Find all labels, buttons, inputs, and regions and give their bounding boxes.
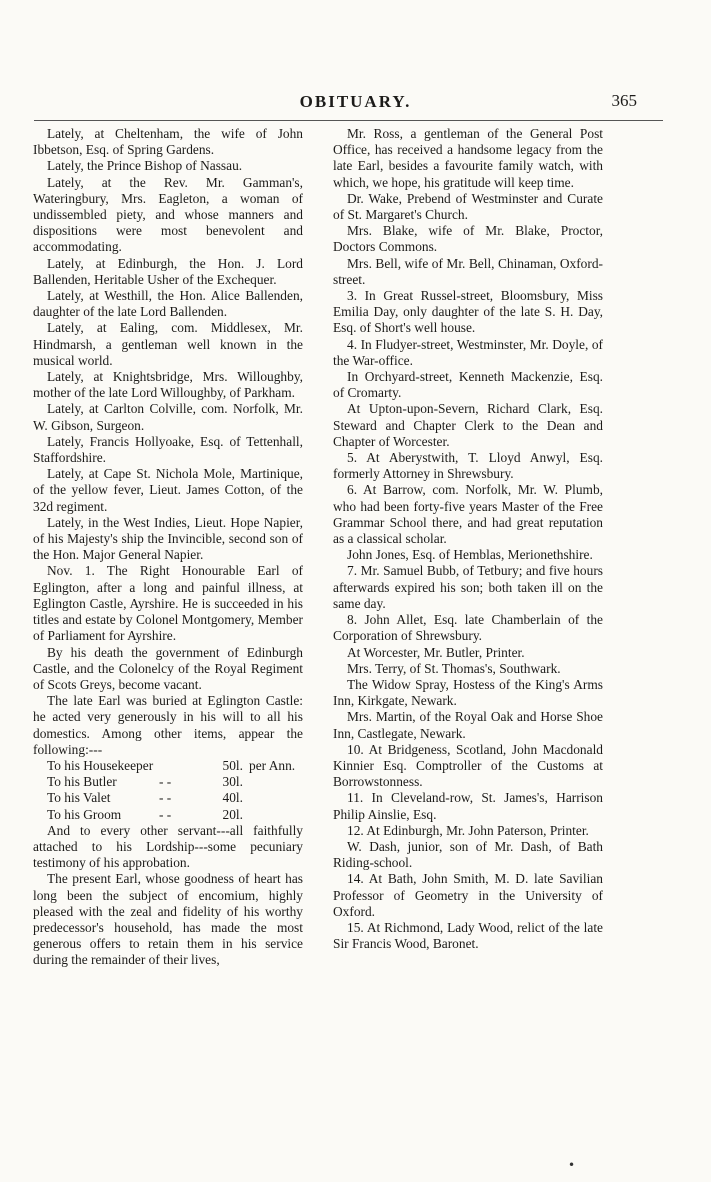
obituary-entry: In Orchyard-street, Kenneth Mackenzie, Esq. of Cromarty. [333, 369, 603, 401]
obituary-entry: Lately, at Carlton Colville, com. Norfolk, Mr. W. Gibson, Surgeon. [33, 401, 303, 433]
bequest-recipient: To his Valet [47, 790, 111, 806]
obituary-entry: 6. At Barrow, com. Norfolk, Mr. W. Plumb, who had been forty-five years Master of the Free Grammar School there, and had great reputation as a classical scholar. [333, 482, 603, 547]
obituary-entry: Lately, the Prince Bishop of Nassau. [47, 158, 243, 174]
obituary-entry: The present Earl, whose goodness of heart has long been the subject of encomium, highly pleased with the zeal and fidelity of his worthy predecessor's household, has made the most generous offers to retain them in his service during the remainder of their lives, [33, 871, 303, 968]
bequest-row [47, 790, 303, 806]
header-rule [34, 120, 663, 121]
page-title: OBITUARY. [299, 92, 412, 111]
bequest-list [33, 758, 303, 823]
bequest-amount: 30l. [222, 774, 243, 790]
obituary-entry: Lately, at Westhill, the Hon. Alice Ballenden, daughter of the late Lord Ballenden. [33, 288, 303, 320]
obituary-entry: 10. At Bridgeness, Scotland, John Macdonald Kinnier Esq. Comptroller of the Customs at Borrowstonness. [333, 741, 603, 790]
obituary-entry: Mrs. Blake, wife of Mr. Blake, Proctor, Doctors Commons. [333, 223, 603, 255]
obituary-entry: 11. In Cleveland-row, St. James's, Harrison Philip Ainslie, Esq. [333, 790, 603, 822]
left-column [33, 126, 303, 969]
obituary-entry: Lately, Francis Hollyoake, Esq. of Tettenhall, Staffordshire. [33, 433, 303, 466]
obituary-entry: At Upton-upon-Severn, Richard Clark, Esq. Steward and Chapter Clerk to the Dean and Chapter of Worcester. [333, 401, 603, 449]
bequest-period [243, 790, 249, 806]
bequest-dash: - - [159, 790, 172, 806]
obituary-entry: 15. At Richmond, Lady Wood, relict of the late Sir Francis Wood, Baronet. [333, 919, 603, 952]
bequest-period [243, 774, 249, 790]
bequest-amount: 20l. [222, 806, 243, 822]
obituary-entry: Nov. 1. The Right Honourable Earl of Eglington, after a long and painful illness, at Eglington Castle, Ayrshire. He is succeeded in his titles and estate by Colonel Montgomery, Member of Parliament for Ayrshire. [33, 563, 303, 644]
obituary-entry: Lately, in the West Indies, Lieut. Hope Napier, of his Majesty's ship the Invincible, second son of the Hon. Major General Napier. [33, 514, 303, 563]
bequest-recipient: To his Housekeeper [47, 757, 154, 773]
obituary-entry: Mrs. Martin, of the Royal Oak and Horse Shoe Inn, Castlegate, Newark. [333, 709, 603, 741]
obituary-entry: Lately, at Knightsbridge, Mrs. Willoughby, mother of the late Lord Willoughby, of Parkham. [33, 369, 303, 401]
obituary-entry: Lately, at Cheltenham, the wife of John Ibbetson, Esq. of Spring Gardens. [33, 126, 303, 158]
bequest-recipient: To his Butler [47, 774, 117, 790]
obituary-entry: John Jones, Esq. of Hemblas, Merionethshire. [347, 547, 593, 563]
bequest-period [243, 807, 249, 823]
obituary-entry: 5. At Aberystwith, T. Lloyd Anwyl, Esq. formerly Attorney in Shrewsbury. [333, 450, 603, 482]
page-number: 365 [611, 91, 637, 110]
footer-ornament: • [568, 1158, 576, 1172]
bequest-dash [159, 758, 203, 774]
bequest-recipient: To his Groom [47, 806, 122, 822]
bequest-dash: - - [159, 774, 172, 790]
obituary-entry: 14. At Bath, John Smith, M. D. late Savilian Professor of Geometry in the University of Oxford. [333, 871, 603, 919]
obituary-entry: 4. In Fludyer-street, Westminster, Mr. Doyle, of the War-office. [333, 336, 603, 368]
obituary-entry: Lately, at Cape St. Nichola Mole, Martinique, of the yellow fever, Lieut. James Cotton, of the 32d regiment. [33, 466, 303, 514]
obituary-entry: Mrs. Terry, of St. Thomas's, Southwark. [347, 660, 561, 676]
bequest-row [47, 807, 303, 823]
obituary-entry: The late Earl was buried at Eglington Castle: he acted very generously in his will to all his domestics. Among other items, appear the following:--- [33, 693, 303, 757]
bequest-row [47, 758, 303, 774]
obituary-entry: 7. Mr. Samuel Bubb, of Tetbury; and five hours afterwards expired his son; both taken ill on the same day. [333, 563, 603, 611]
obituary-entry: Dr. Wake, Prebend of Westminster and Curate of St. Margaret's Church. [333, 190, 603, 223]
bequest-amount: 50l. [222, 757, 243, 773]
bequest-dash: - - [159, 806, 172, 822]
right-column [333, 126, 603, 952]
obituary-entry: Lately, at the Rev. Mr. Gamman's, Wateringbury, Mrs. Eagleton, a woman of undissembled piety, and whose manners and dispositions were most benevolent and accommodating. [33, 174, 303, 255]
obituary-entry: By his death the government of Edinburgh Castle, and the Colonelcy of the Royal Regiment of Scots Greys, become vacant. [33, 644, 303, 692]
obituary-entry: Lately, at Ealing, com. Middlesex, Mr. Hindmarsh, a gentleman well known in the musical world. [33, 320, 303, 368]
obituary-entry: Mrs. Bell, wife of Mr. Bell, Chinaman, Oxford-street. [333, 255, 603, 287]
obituary-entry: Mr. Ross, a gentleman of the General Post Office, has received a handsome legacy from the late Earl, besides a favourite family watch, with which, we hope, his gratitude will keep time. [333, 126, 603, 190]
running-head [30, 92, 681, 114]
obituary-entry: The Widow Spray, Hostess of the King's Arms Inn, Kirkgate, Newark. [333, 676, 603, 709]
obituary-entry: At Worcester, Mr. Butler, Printer. [347, 644, 525, 660]
bequest-amount: 40l. [222, 790, 243, 806]
obituary-entry: 12. At Edinburgh, Mr. John Paterson, Printer. [347, 822, 589, 838]
obituary-entry: Lately, at Edinburgh, the Hon. J. Lord Ballenden, Heritable Usher of the Exchequer. [33, 255, 303, 287]
obituary-entry: W. Dash, junior, son of Mr. Dash, of Bath Riding-school. [333, 838, 603, 871]
obituary-entry: 8. John Allet, Esq. late Chamberlain of the Corporation of Shrewsbury. [333, 612, 603, 644]
bequest-row [47, 774, 303, 790]
obituary-entry: 3. In Great Russel-street, Bloomsbury, Miss Emilia Day, only daughter of the late S. H. Day, Esq. of Short's well house. [333, 288, 603, 336]
bequest-period: per Ann. [249, 757, 296, 773]
obituary-entry: And to every other servant---all faithfully attached to his Lordship---some pecuniary testimony of his approbation. [33, 822, 303, 871]
